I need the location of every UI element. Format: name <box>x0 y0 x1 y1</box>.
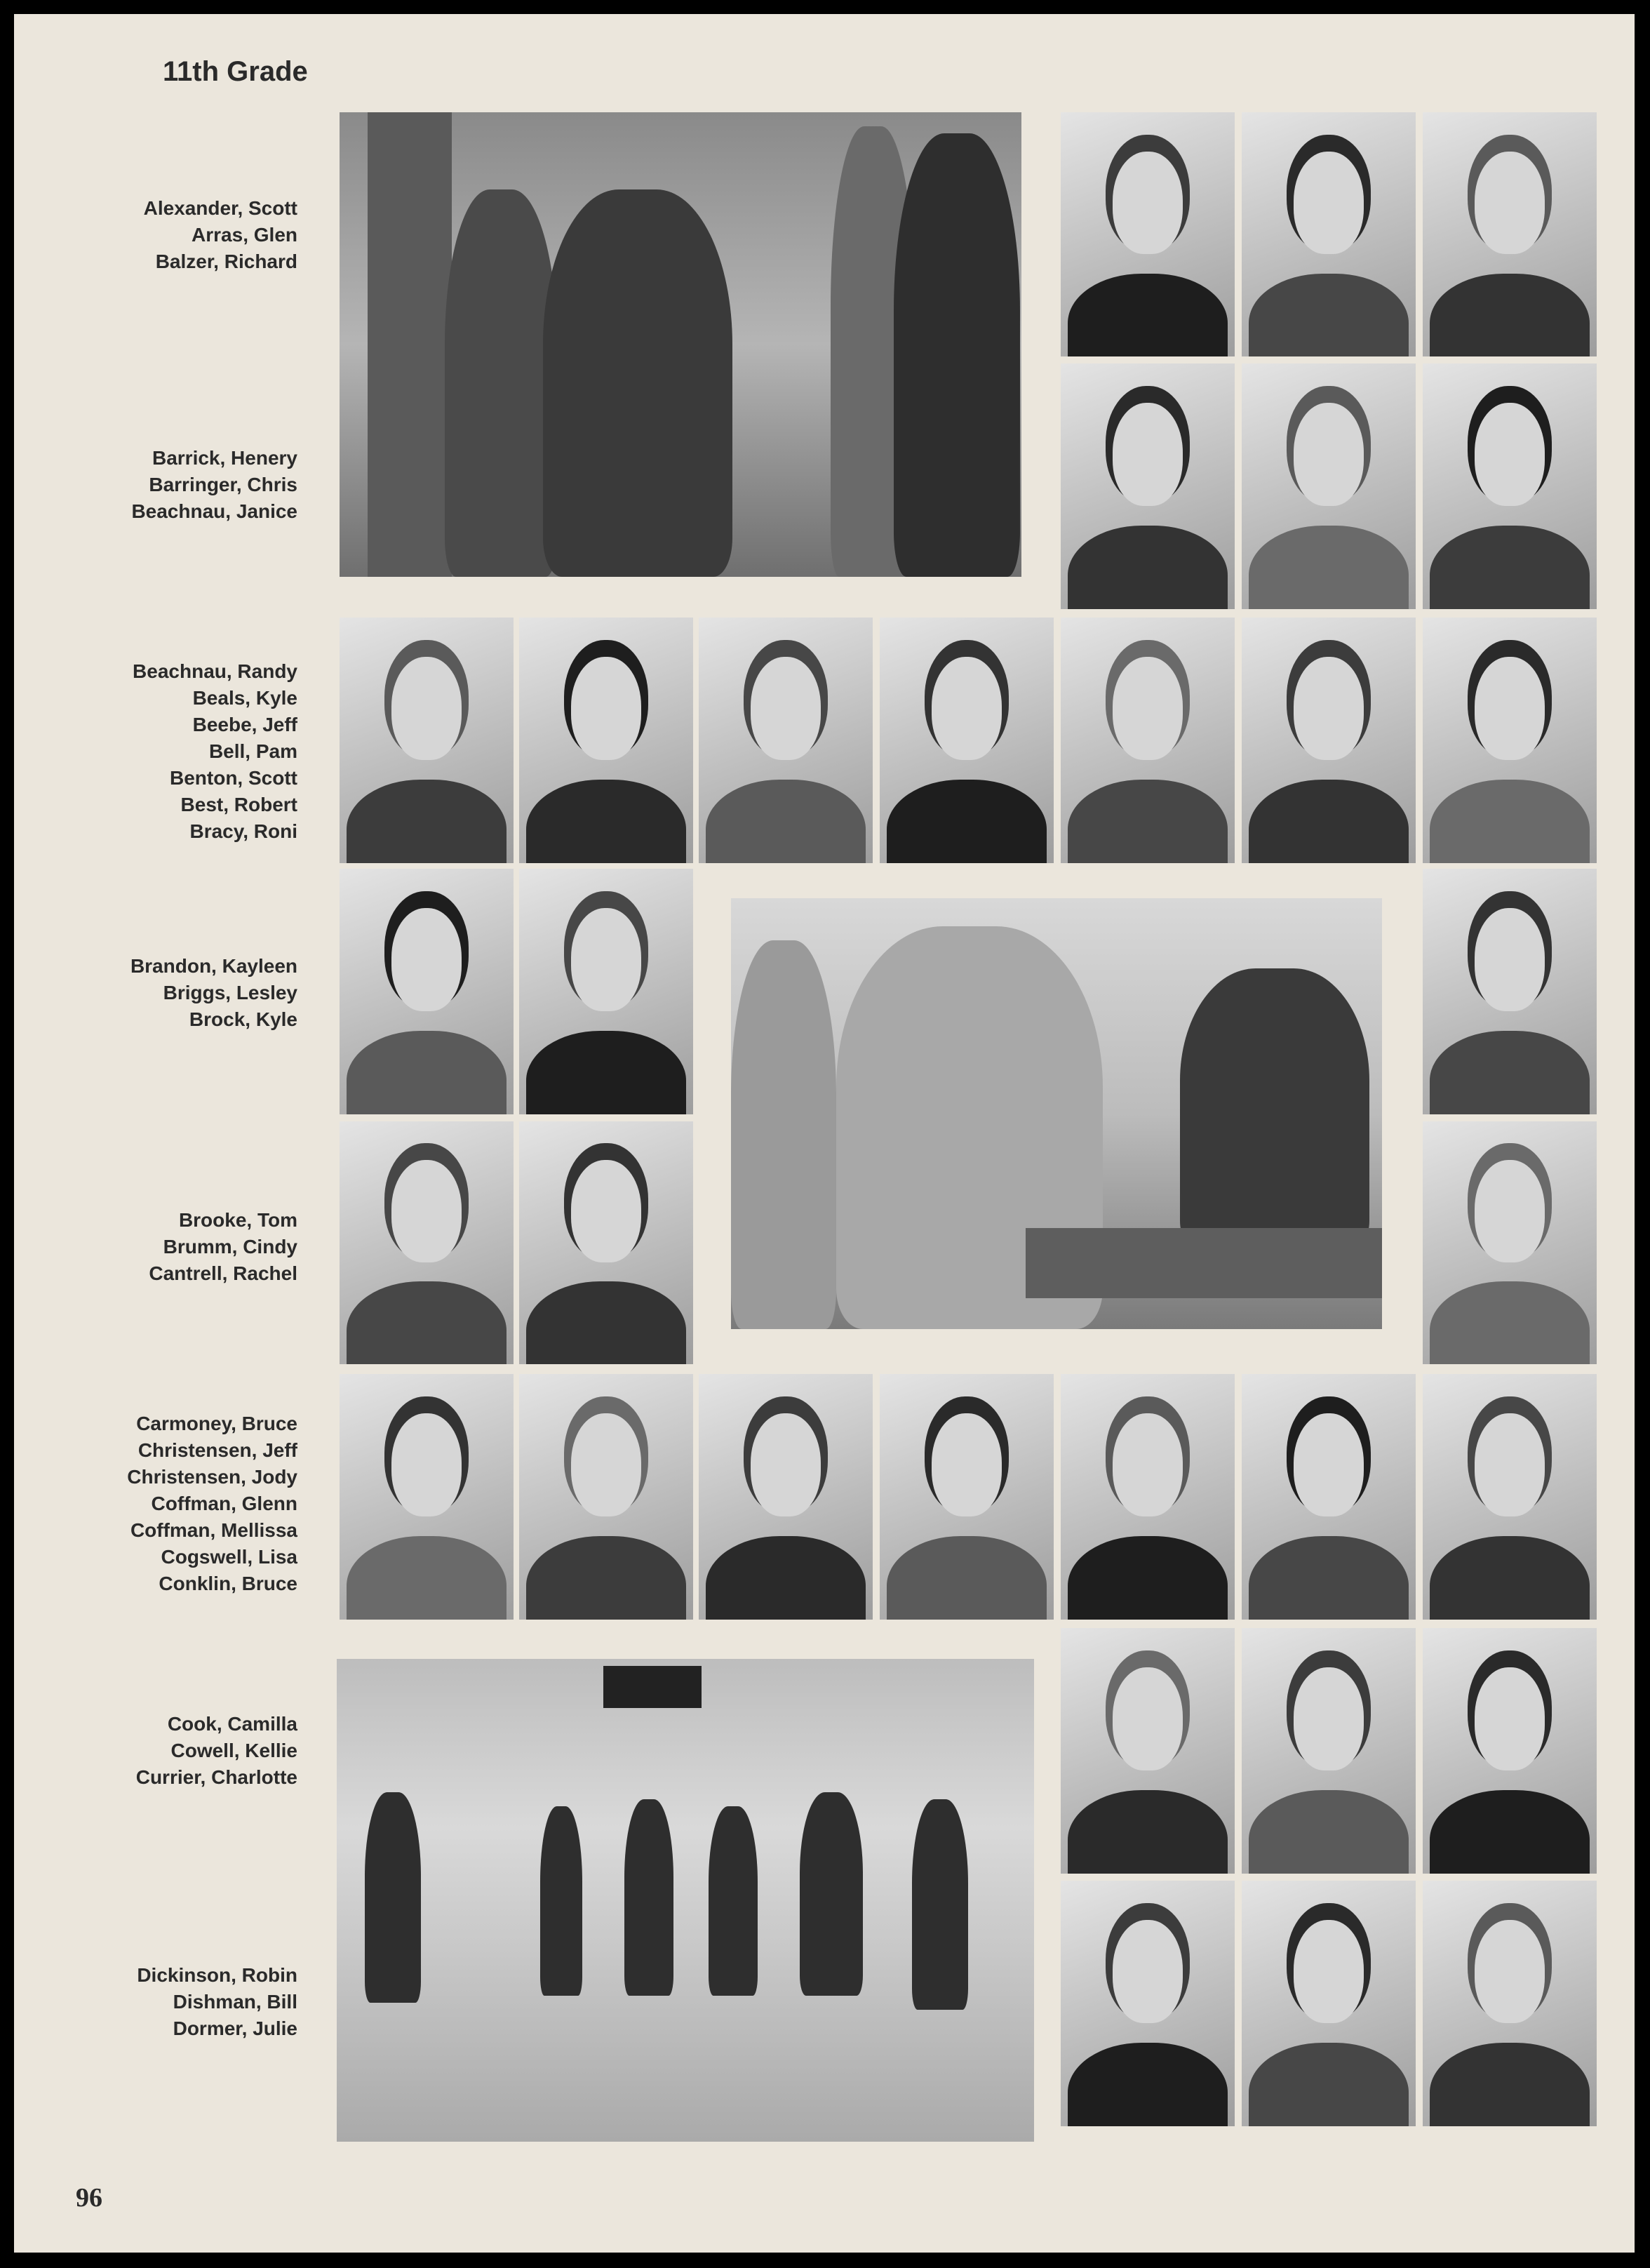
student-portrait <box>1061 1628 1235 1874</box>
student-portrait <box>340 1374 514 1620</box>
photo-figure <box>540 1806 582 1996</box>
student-name: Dishman, Bill <box>173 1991 297 2013</box>
student-portrait <box>1423 363 1597 609</box>
portrait-face <box>1294 1667 1363 1770</box>
portrait-face <box>751 1413 820 1516</box>
portrait-shoulders <box>1249 2043 1409 2126</box>
portrait-shoulders <box>706 780 866 863</box>
student-name: Beebe, Jeff <box>192 714 297 735</box>
portrait-face <box>1113 1667 1182 1770</box>
student-name: Currier, Charlotte <box>135 1766 297 1788</box>
portrait-face <box>1294 1920 1363 2023</box>
name-list-row-2 <box>14 445 297 525</box>
portrait-shoulders <box>1249 1790 1409 1874</box>
portrait-face <box>571 1160 640 1262</box>
student-portrait <box>1423 1881 1597 2126</box>
candid-photo-classroom <box>731 898 1382 1329</box>
portrait-face <box>1475 1920 1544 2023</box>
student-name: Brumm, Cindy <box>163 1236 297 1258</box>
student-portrait <box>1061 363 1235 609</box>
portrait-shoulders <box>347 1031 507 1114</box>
portrait-shoulders <box>1249 526 1409 609</box>
student-name: Brock, Kyle <box>189 1008 297 1030</box>
student-portrait <box>1061 112 1235 356</box>
name-list-row-8 <box>14 1962 297 2042</box>
student-name: Brooke, Tom <box>178 1209 297 1231</box>
student-name: Cogswell, Lisa <box>161 1546 297 1568</box>
student-portrait <box>1061 618 1235 863</box>
student-portrait <box>1242 618 1416 863</box>
photo-figure <box>543 189 732 577</box>
student-name: Coffman, Glenn <box>151 1493 297 1514</box>
student-name: Christensen, Jody <box>127 1466 297 1488</box>
portrait-shoulders <box>1068 526 1228 609</box>
student-portrait <box>519 1374 693 1620</box>
photo-figure <box>368 112 452 577</box>
page-number: 96 <box>76 2183 102 2213</box>
photo-figure <box>800 1792 863 1996</box>
portrait-face <box>391 1160 461 1262</box>
student-portrait <box>1242 1881 1416 2126</box>
name-list-row-6 <box>14 1410 297 1597</box>
portrait-face <box>1475 1160 1544 1262</box>
student-name: Coffman, Mellissa <box>130 1519 297 1541</box>
portrait-shoulders <box>1249 1536 1409 1620</box>
student-portrait <box>880 618 1054 863</box>
portrait-shoulders <box>526 1281 686 1364</box>
student-portrait <box>1423 869 1597 1114</box>
name-list-row-4 <box>14 953 297 1033</box>
student-portrait <box>1242 1628 1416 1874</box>
student-name: Benton, Scott <box>170 767 297 789</box>
portrait-face <box>391 908 461 1011</box>
student-portrait <box>1423 112 1597 356</box>
student-portrait <box>1242 112 1416 356</box>
portrait-face <box>571 657 640 760</box>
photo-figure <box>445 189 557 577</box>
student-portrait <box>340 1121 514 1364</box>
student-name: Arras, Glen <box>192 224 297 246</box>
student-portrait <box>340 869 514 1114</box>
student-name: Cowell, Kellie <box>170 1740 297 1761</box>
photo-figure <box>365 1792 421 2003</box>
student-portrait <box>1242 363 1416 609</box>
name-list-row-1 <box>14 195 297 275</box>
portrait-shoulders <box>1430 526 1590 609</box>
portrait-face <box>571 908 640 1011</box>
student-name: Brandon, Kayleen <box>130 955 297 977</box>
name-list-row-7 <box>14 1711 297 1791</box>
portrait-shoulders <box>1068 780 1228 863</box>
photo-figure <box>894 133 1020 577</box>
student-name: Carmoney, Bruce <box>136 1413 297 1434</box>
student-portrait <box>1242 1374 1416 1620</box>
portrait-face <box>1475 908 1544 1011</box>
portrait-shoulders <box>1249 274 1409 356</box>
portrait-face <box>932 1413 1001 1516</box>
student-name: Briggs, Lesley <box>163 982 297 1003</box>
portrait-face <box>1475 403 1544 506</box>
candid-photo-hallway <box>340 112 1021 577</box>
student-portrait <box>519 1121 693 1364</box>
student-portrait <box>1061 1374 1235 1620</box>
student-name: Bell, Pam <box>208 740 297 762</box>
student-name: Beals, Kyle <box>192 687 297 709</box>
student-name: Christensen, Jeff <box>138 1439 297 1461</box>
portrait-shoulders <box>347 1536 507 1620</box>
portrait-face <box>391 1413 461 1516</box>
portrait-shoulders <box>887 1536 1047 1620</box>
student-portrait <box>699 618 873 863</box>
student-name: Cantrell, Rachel <box>149 1262 297 1284</box>
portrait-shoulders <box>347 780 507 863</box>
portrait-shoulders <box>1430 1281 1590 1364</box>
portrait-shoulders <box>1430 1536 1590 1620</box>
portrait-face <box>1113 657 1182 760</box>
student-name: Conklin, Bruce <box>159 1573 297 1594</box>
name-list-row-3 <box>14 658 297 845</box>
scoreboard <box>603 1666 702 1708</box>
student-portrait <box>519 869 693 1114</box>
student-name: Dickinson, Robin <box>137 1964 297 1986</box>
portrait-face <box>1294 657 1363 760</box>
portrait-face <box>1113 1413 1182 1516</box>
portrait-shoulders <box>1430 274 1590 356</box>
student-name: Barringer, Chris <box>149 474 297 495</box>
student-name: Cook, Camilla <box>167 1713 297 1735</box>
portrait-shoulders <box>1430 2043 1590 2126</box>
portrait-shoulders <box>1068 1536 1228 1620</box>
portrait-face <box>1475 152 1544 254</box>
portrait-shoulders <box>1068 274 1228 356</box>
candid-photo-gym <box>337 1659 1034 2142</box>
portrait-face <box>1294 403 1363 506</box>
portrait-shoulders <box>1430 1031 1590 1114</box>
photo-figure <box>1180 968 1369 1249</box>
page-title: 11th Grade <box>163 56 308 87</box>
student-name: Beachnau, Randy <box>133 660 297 682</box>
portrait-face <box>932 657 1001 760</box>
student-name: Beachnau, Janice <box>131 500 297 522</box>
portrait-shoulders <box>887 780 1047 863</box>
student-name: Barrick, Henery <box>152 447 297 469</box>
portrait-face <box>1113 152 1182 254</box>
portrait-face <box>751 657 820 760</box>
portrait-face <box>1113 1920 1182 2023</box>
student-portrait <box>1061 1881 1235 2126</box>
portrait-shoulders <box>347 1281 507 1364</box>
portrait-shoulders <box>1068 1790 1228 1874</box>
student-portrait <box>1423 1374 1597 1620</box>
portrait-face <box>1294 1413 1363 1516</box>
student-portrait <box>340 618 514 863</box>
portrait-shoulders <box>1068 2043 1228 2126</box>
portrait-shoulders <box>1249 780 1409 863</box>
yearbook-page <box>14 14 1635 2253</box>
student-name: Dormer, Julie <box>173 2017 297 2039</box>
portrait-face <box>1113 403 1182 506</box>
student-name: Bracy, Roni <box>189 820 297 842</box>
portrait-face <box>1475 1667 1544 1770</box>
portrait-face <box>571 1413 640 1516</box>
photo-figure <box>624 1799 673 1996</box>
portrait-shoulders <box>526 1536 686 1620</box>
student-portrait <box>880 1374 1054 1620</box>
student-portrait <box>699 1374 873 1620</box>
portrait-shoulders <box>1430 1790 1590 1874</box>
portrait-shoulders <box>526 780 686 863</box>
student-portrait <box>1423 1628 1597 1874</box>
portrait-face <box>1475 657 1544 760</box>
portrait-face <box>391 657 461 760</box>
portrait-shoulders <box>1430 780 1590 863</box>
photo-figure <box>731 940 836 1329</box>
student-portrait <box>1423 618 1597 863</box>
portrait-shoulders <box>526 1031 686 1114</box>
student-name: Best, Robert <box>180 794 297 815</box>
student-portrait <box>519 618 693 863</box>
photo-desk <box>1026 1228 1382 1298</box>
student-name: Alexander, Scott <box>143 197 297 219</box>
portrait-face <box>1294 152 1363 254</box>
photo-figure <box>709 1806 758 1996</box>
photo-figure <box>912 1799 968 2010</box>
student-name: Balzer, Richard <box>155 251 297 272</box>
portrait-face <box>1475 1413 1544 1516</box>
name-list-row-5 <box>14 1207 297 1287</box>
student-portrait <box>1423 1121 1597 1364</box>
portrait-shoulders <box>706 1536 866 1620</box>
